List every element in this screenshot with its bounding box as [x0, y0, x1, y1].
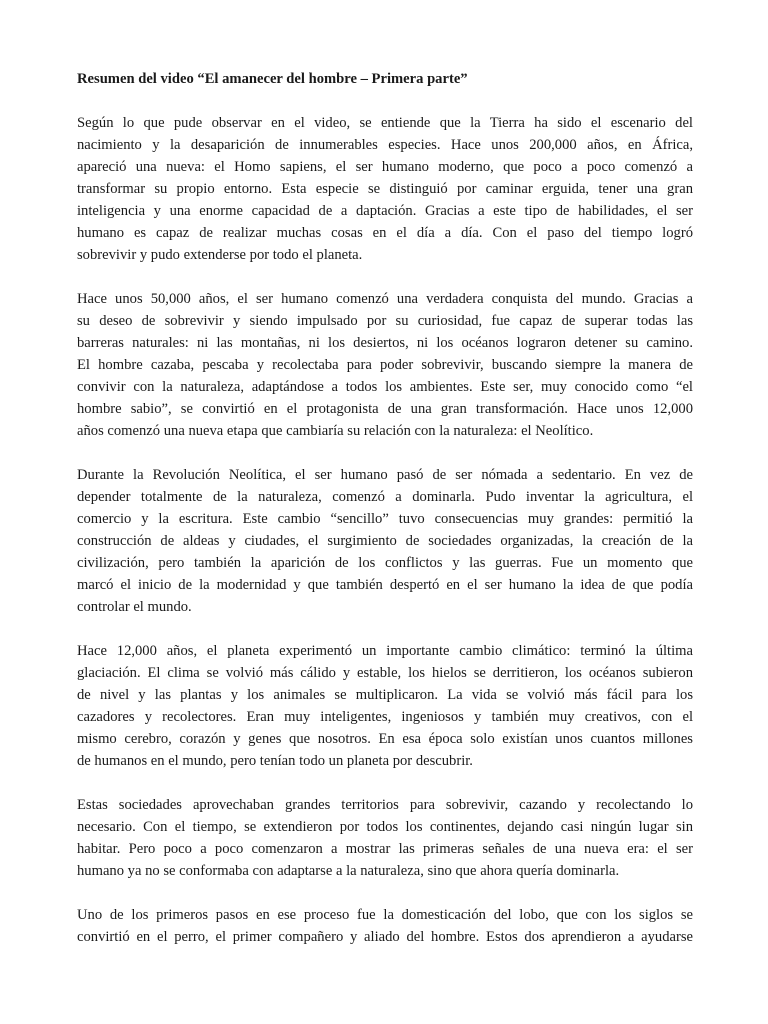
paragraph	[77, 794, 693, 882]
paragraph-line: Estas sociedades aprovechaban grandes territorios para sobrevivir, cazando y recolectando lo	[77, 797, 693, 813]
paragraph-line: Uno de los primeros pasos en ese proceso fue la domesticación del lobo, que con los siglos se	[77, 907, 693, 923]
paragraph-line: años comenzó una nueva etapa que cambiaría su relación con la naturaleza: el Neolítico.	[77, 423, 594, 439]
paragraph-line: sobrevivir y pudo extenderse por todo el planeta.	[77, 247, 363, 263]
paragraph-line: convivir con la naturaleza, adaptándose a todos los ambientes. Este ser, muy conocido como “el	[77, 379, 693, 395]
paragraph-line: su deseo de sobrevivir y siendo impulsado por su curiosidad, fue capaz de superar todas las	[77, 313, 693, 329]
paragraph-line: Hace 12,000 años, el planeta experimentó un importante cambio climático: terminó la última	[77, 643, 693, 659]
paragraph-list	[77, 112, 693, 948]
paragraph-line: de nivel y las plantas y los animales se multiplicaron. La vida se volvió más fácil para los	[77, 687, 693, 703]
paragraph	[77, 288, 693, 442]
paragraph-line: construcción de aldeas y ciudades, el surgimiento de sociedades organizadas, la creación de la	[77, 533, 693, 549]
paragraph-line: comercio y la escritura. Este cambio “sencillo” tuvo consecuencias muy grandes: permitió la	[77, 511, 693, 527]
paragraph	[77, 464, 693, 618]
paragraph-line: apareció una nueva: el Homo sapiens, el ser humano moderno, que poco a poco comenzó a	[77, 159, 693, 175]
paragraph-line: convirtió en el perro, el primer compañero y aliado del hombre. Estos dos aprendieron a ayudarse	[77, 929, 693, 945]
paragraph	[77, 640, 693, 772]
paragraph-line: marcó el inicio de la modernidad y que también despertó en el ser humano la idea de que podía	[77, 577, 693, 593]
paragraph-line: El hombre cazaba, pescaba y recolectaba para poder sobrevivir, buscando siempre la manera de	[77, 357, 693, 373]
paragraph-line: humano es capaz de realizar muchas cosas en el día a día. Con el paso del tiempo logró	[77, 225, 693, 241]
paragraph	[77, 904, 693, 948]
paragraph-line: nacimiento y la desaparición de innumerables especies. Hace unos 200,000 años, en África,	[77, 137, 693, 153]
paragraph-line: Según lo que pude observar en el video, se entiende que la Tierra ha sido el escenario del	[77, 115, 693, 131]
paragraph-line: depender totalmente de la naturaleza, comenzó a dominarla. Pudo inventar la agricultura, el	[77, 489, 693, 505]
paragraph-line: controlar el mundo.	[77, 599, 192, 615]
document-title: Resumen del video “El amanecer del hombre – Primera parte”	[77, 71, 468, 87]
paragraph-line: glaciación. El clima se volvió más cálido y estable, los hielos se derritieron, los océanos subieron	[77, 665, 693, 681]
paragraph-line: mismo cerebro, corazón y genes que nosotros. En esa época solo existían unos cuantos millones	[77, 731, 693, 747]
paragraph-line: de humanos en el mundo, pero tenían todo un planeta por descubrir.	[77, 753, 473, 769]
paragraph-line: inteligencia y una enorme capacidad de a daptación. Gracias a este tipo de habilidades, el ser	[77, 203, 693, 219]
paragraph	[77, 112, 693, 266]
paragraph-line: humano ya no se conformaba con adaptarse a la naturaleza, sino que ahora quería dominarla.	[77, 863, 620, 879]
paragraph-line: Hace unos 50,000 años, el ser humano comenzó una verdadera conquista del mundo. Gracias a	[77, 291, 693, 307]
paragraph-line: transformar su propio entorno. Esta especie se distinguió por caminar erguida, tener una gran	[77, 181, 693, 197]
paragraph-line: civilización, pero también la aparición de los conflictos y las guerras. Fue un momento que	[77, 555, 693, 571]
paragraph-line: cazadores y recolectores. Eran muy inteligentes, ingeniosos y también muy creativos, con el	[77, 709, 693, 725]
document-body	[77, 68, 693, 970]
paragraph-line: habitar. Pero poco a poco comenzaron a mostrar las primeras señales de una nueva era: el ser	[77, 841, 693, 857]
paragraph-line: Durante la Revolución Neolítica, el ser humano pasó de ser nómada a sedentario. En vez de	[77, 467, 693, 483]
paragraph-line: necesario. Con el tiempo, se extendieron por todos los continentes, dejando casi ningún lugar sin	[77, 819, 693, 835]
paragraph-line: hombre sabio”, se convirtió en el protagonista de una gran transformación. Hace unos 12,000	[77, 401, 693, 417]
paragraph-line: barreras naturales: ni las montañas, ni los desiertos, ni los océanos lograron detener su camino.	[77, 335, 693, 351]
